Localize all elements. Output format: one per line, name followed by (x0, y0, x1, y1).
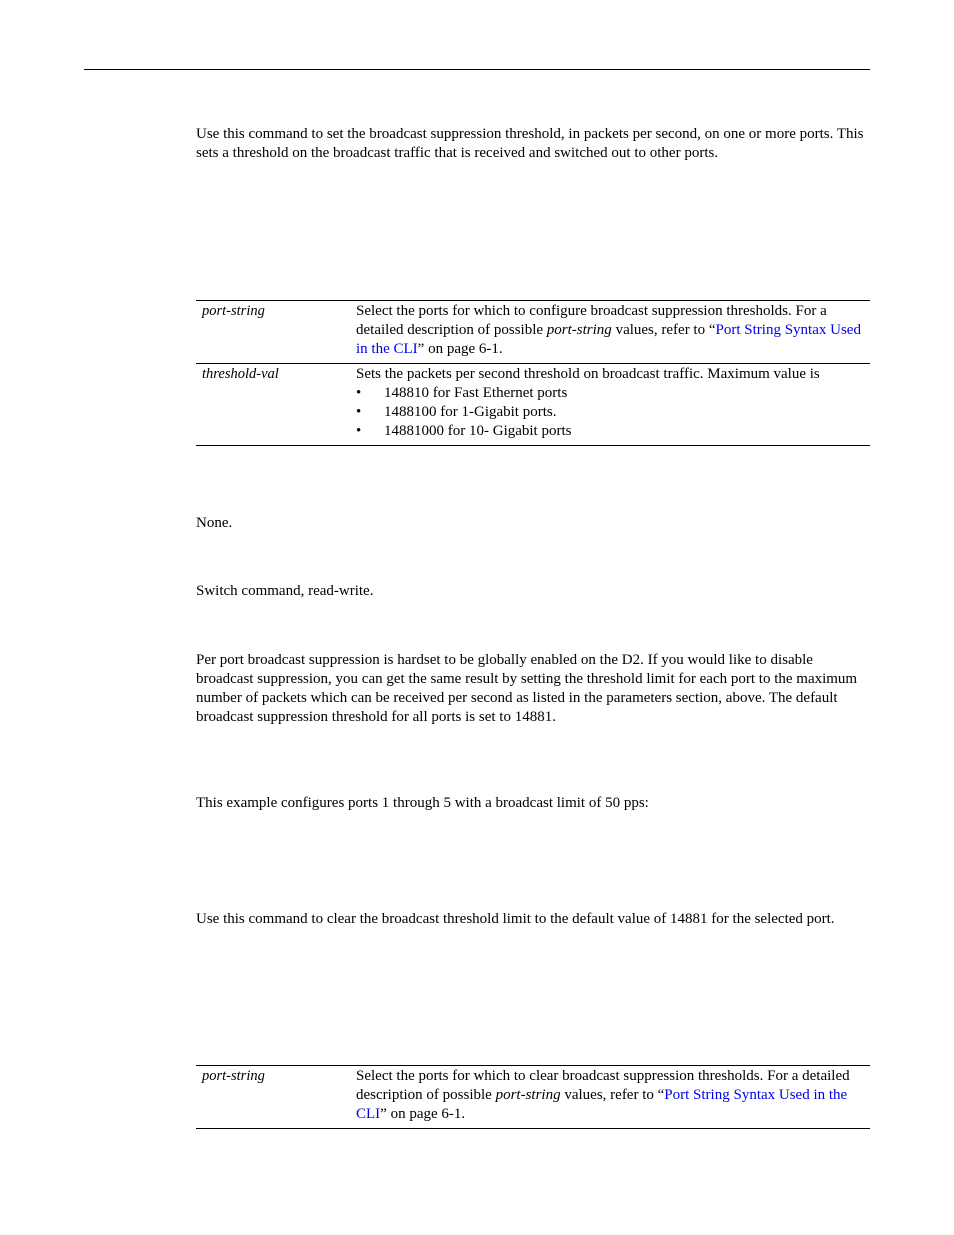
defaults-text: None. (196, 515, 233, 531)
list-item: • 148810 for Fast Ethernet ports (356, 384, 866, 403)
list-item: • 1488100 for 1-Gigabit ports. (356, 403, 866, 422)
mode-text: Switch command, read-write. (196, 583, 374, 599)
clear-parameters-table (196, 1065, 870, 1129)
list-item: • 14881000 for 10- Gigabit ports (356, 422, 866, 441)
header-rule (84, 69, 870, 70)
param-description: Sets the packets per second threshold on broadcast traffic. Maximum value is • 148810 for Fast Ethernet ports • 1488100 for 1-Gigabit ports. • 14881000 for 10- Gigabit ports (356, 364, 870, 445)
port-string-syntax-link[interactable]: Port String Syntax Used in the CLI (356, 322, 861, 357)
param-name: threshold-val (202, 366, 279, 382)
max-value-list (356, 384, 866, 441)
table-row (196, 301, 870, 363)
port-string-syntax-link[interactable]: Port String Syntax Used in the CLI (356, 1087, 848, 1122)
set-command-description: Use this command to set the broadcast suppression threshold, in packets per second, on one or more ports. This sets a threshold on the broadcast traffic that is received and switched out to other ports. (196, 126, 864, 161)
param-description: Select the ports for which to clear broadcast suppression thresholds. For a detailed description of possible port-string values, refer to “Port String Syntax Used in the CLI” on page 6-1. (356, 1068, 850, 1122)
usage-text: Per port broadcast suppression is hardset to be globally enabled on the D2. If you would like to disable broadcast suppression, you can get the same result by setting the threshold limit for each port to the maximum number of packets which can be received per second as listed in the parameters section, above. The default broadcast suppression threshold for all ports is set to 14881. (196, 652, 858, 725)
table-row (196, 363, 870, 445)
example-text: This example configures ports 1 through 5 with a broadcast limit of 50 pps: (196, 795, 649, 811)
param-description: Select the ports for which to configure broadcast suppression thresholds. For a detailed description of possible port-string values, refer to “Port String Syntax Used in the CLI” on page 6-1. (356, 303, 861, 357)
param-name: port-string (202, 303, 265, 319)
table-row (196, 1066, 870, 1128)
param-name: port-string (202, 1068, 265, 1084)
clear-command-description: Use this command to clear the broadcast threshold limit to the default value of 14881 for the selected port. (196, 911, 835, 927)
set-parameters-table (196, 300, 870, 446)
